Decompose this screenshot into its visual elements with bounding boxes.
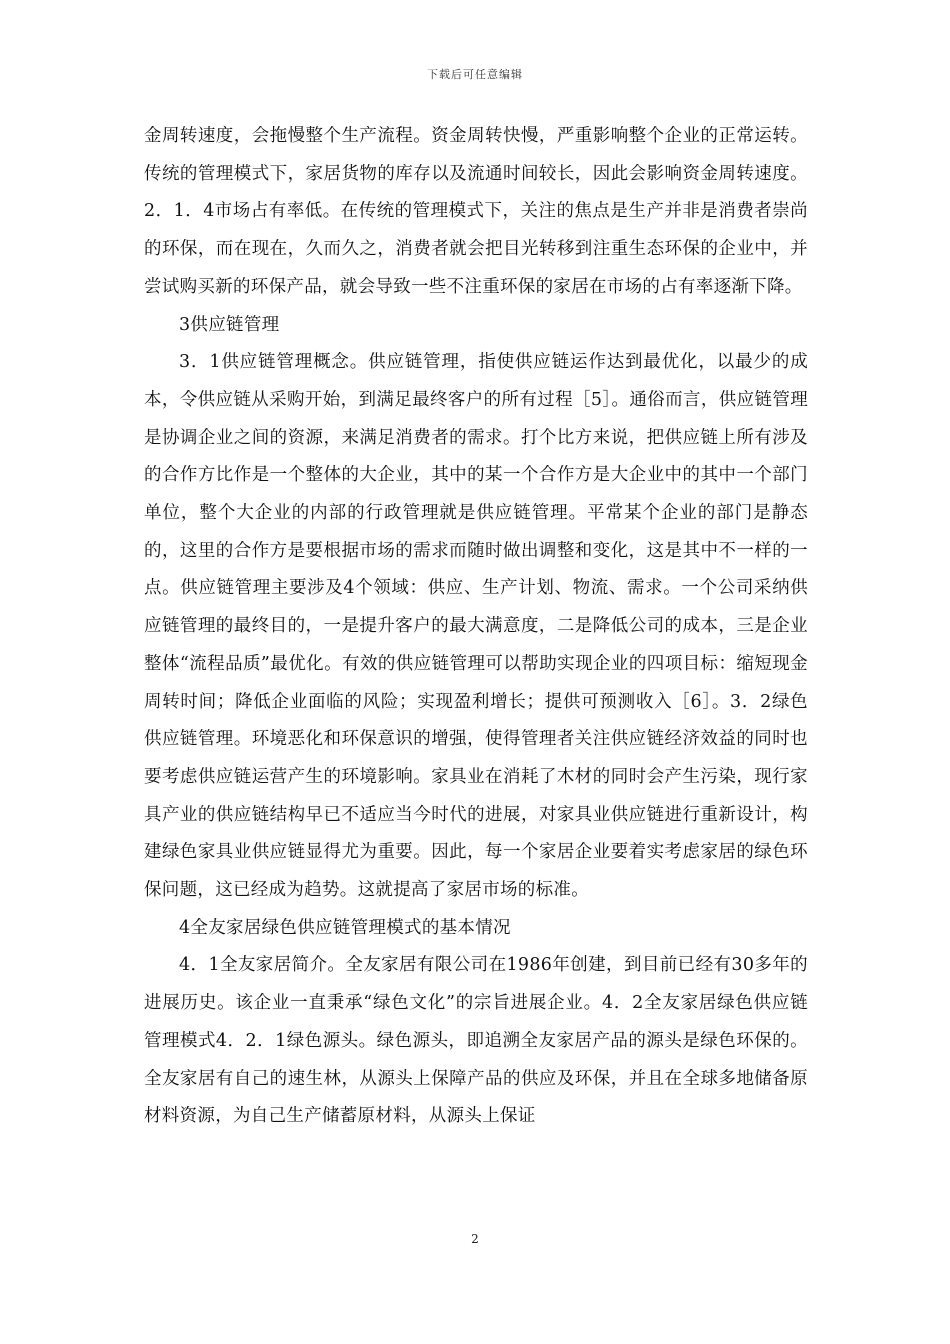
page-number: 2: [471, 1232, 479, 1246]
section-heading-3: 3供应链管理: [179, 314, 280, 335]
section-heading-4: 4全友家居绿色供应链管理模式的基本情况: [179, 917, 511, 938]
paragraph-supply-chain: 3．1供应链管理概念。供应链管理，指使供应链运作达到最优化，以最少的成本，令供应链从采购开始，到满足最终客户的所有过程［5］。通俗而言，供应链管理是协调企业之间的资源，来满足消费者的需求。打个比方来说，把供应链上所有涉及的合作方比作是一个整体的大企业，其中的某一个合作方是大企业中的其中一个部门单位，整个大企业的内部的行政管理就是供应链管理。平常某个企业的部门是静态的，这里的合作方是要根据市场的需求而随时做出调整和变化，这是其中不一样的一点。供应链管理主要涉及4个领域：供应、生产计划、物流、需求。一个公司采纳供应链管理的最终目的，一是提升客户的最大满意度，二是降低公司的成本，三是企业整体“流程品质”最优化。有效的供应链管理可以帮助实现企业的四项目标：缩短现金周转时间；降低企业面临的风险；实现盈利增长；提供可预测收入［6］。3．2绿色供应链管理。环境恶化和环保意识的增强，使得管理者关注供应链经济效益的同时也要考虑供应链运营产生的环境影响。家具业在消耗了木材的同时会产生污染，现行家具产业的供应链结构早已不适应当今时代的进展，对家具业供应链进行重新设计，构建绿色家具业供应链显得尤为重要。因此，每一个家居企业要着实考虑家居的绿色环保问题，这已经成为趋势。这就提高了家居市场的标准。: [144, 352, 808, 901]
page-header: 下载后可任意编辑: [427, 68, 523, 81]
document-body: [144, 118, 808, 1136]
paragraph-quanyou: 4．1全友家居简介。全友家居有限公司在1986年创建，到目前已经有30多年的进展历史。该企业一直秉承“绿色文化”的宗旨进展企业。4．2全友家居绿色供应链管理模式4．2．1绿色源头。绿色源头，即追溯全友家居产品的源头是绿色环保的。全友家居有自己的速生林，从源头上保障产品的供应及环保，并且在全球多地储备原材料资源，为自己生产储蓄原材料，从源头上保证: [144, 955, 808, 1127]
paragraph-continuation: 金周转速度，会拖慢整个生产流程。资金周转快慢，严重影响整个企业的正常运转。传统的管理模式下，家居货物的库存以及流通时间较长，因此会影响资金周转速度。2．1．4市场占有率低。在传统的管理模式下，关注的焦点是生产并非是消费者崇尚的环保，而在现在，久而久之，消费者就会把目光转移到注重生态环保的企业中，并尝试购买新的环保产品，就会导致一些不注重环保的家居在市场的占有率逐渐下降。: [144, 126, 808, 297]
